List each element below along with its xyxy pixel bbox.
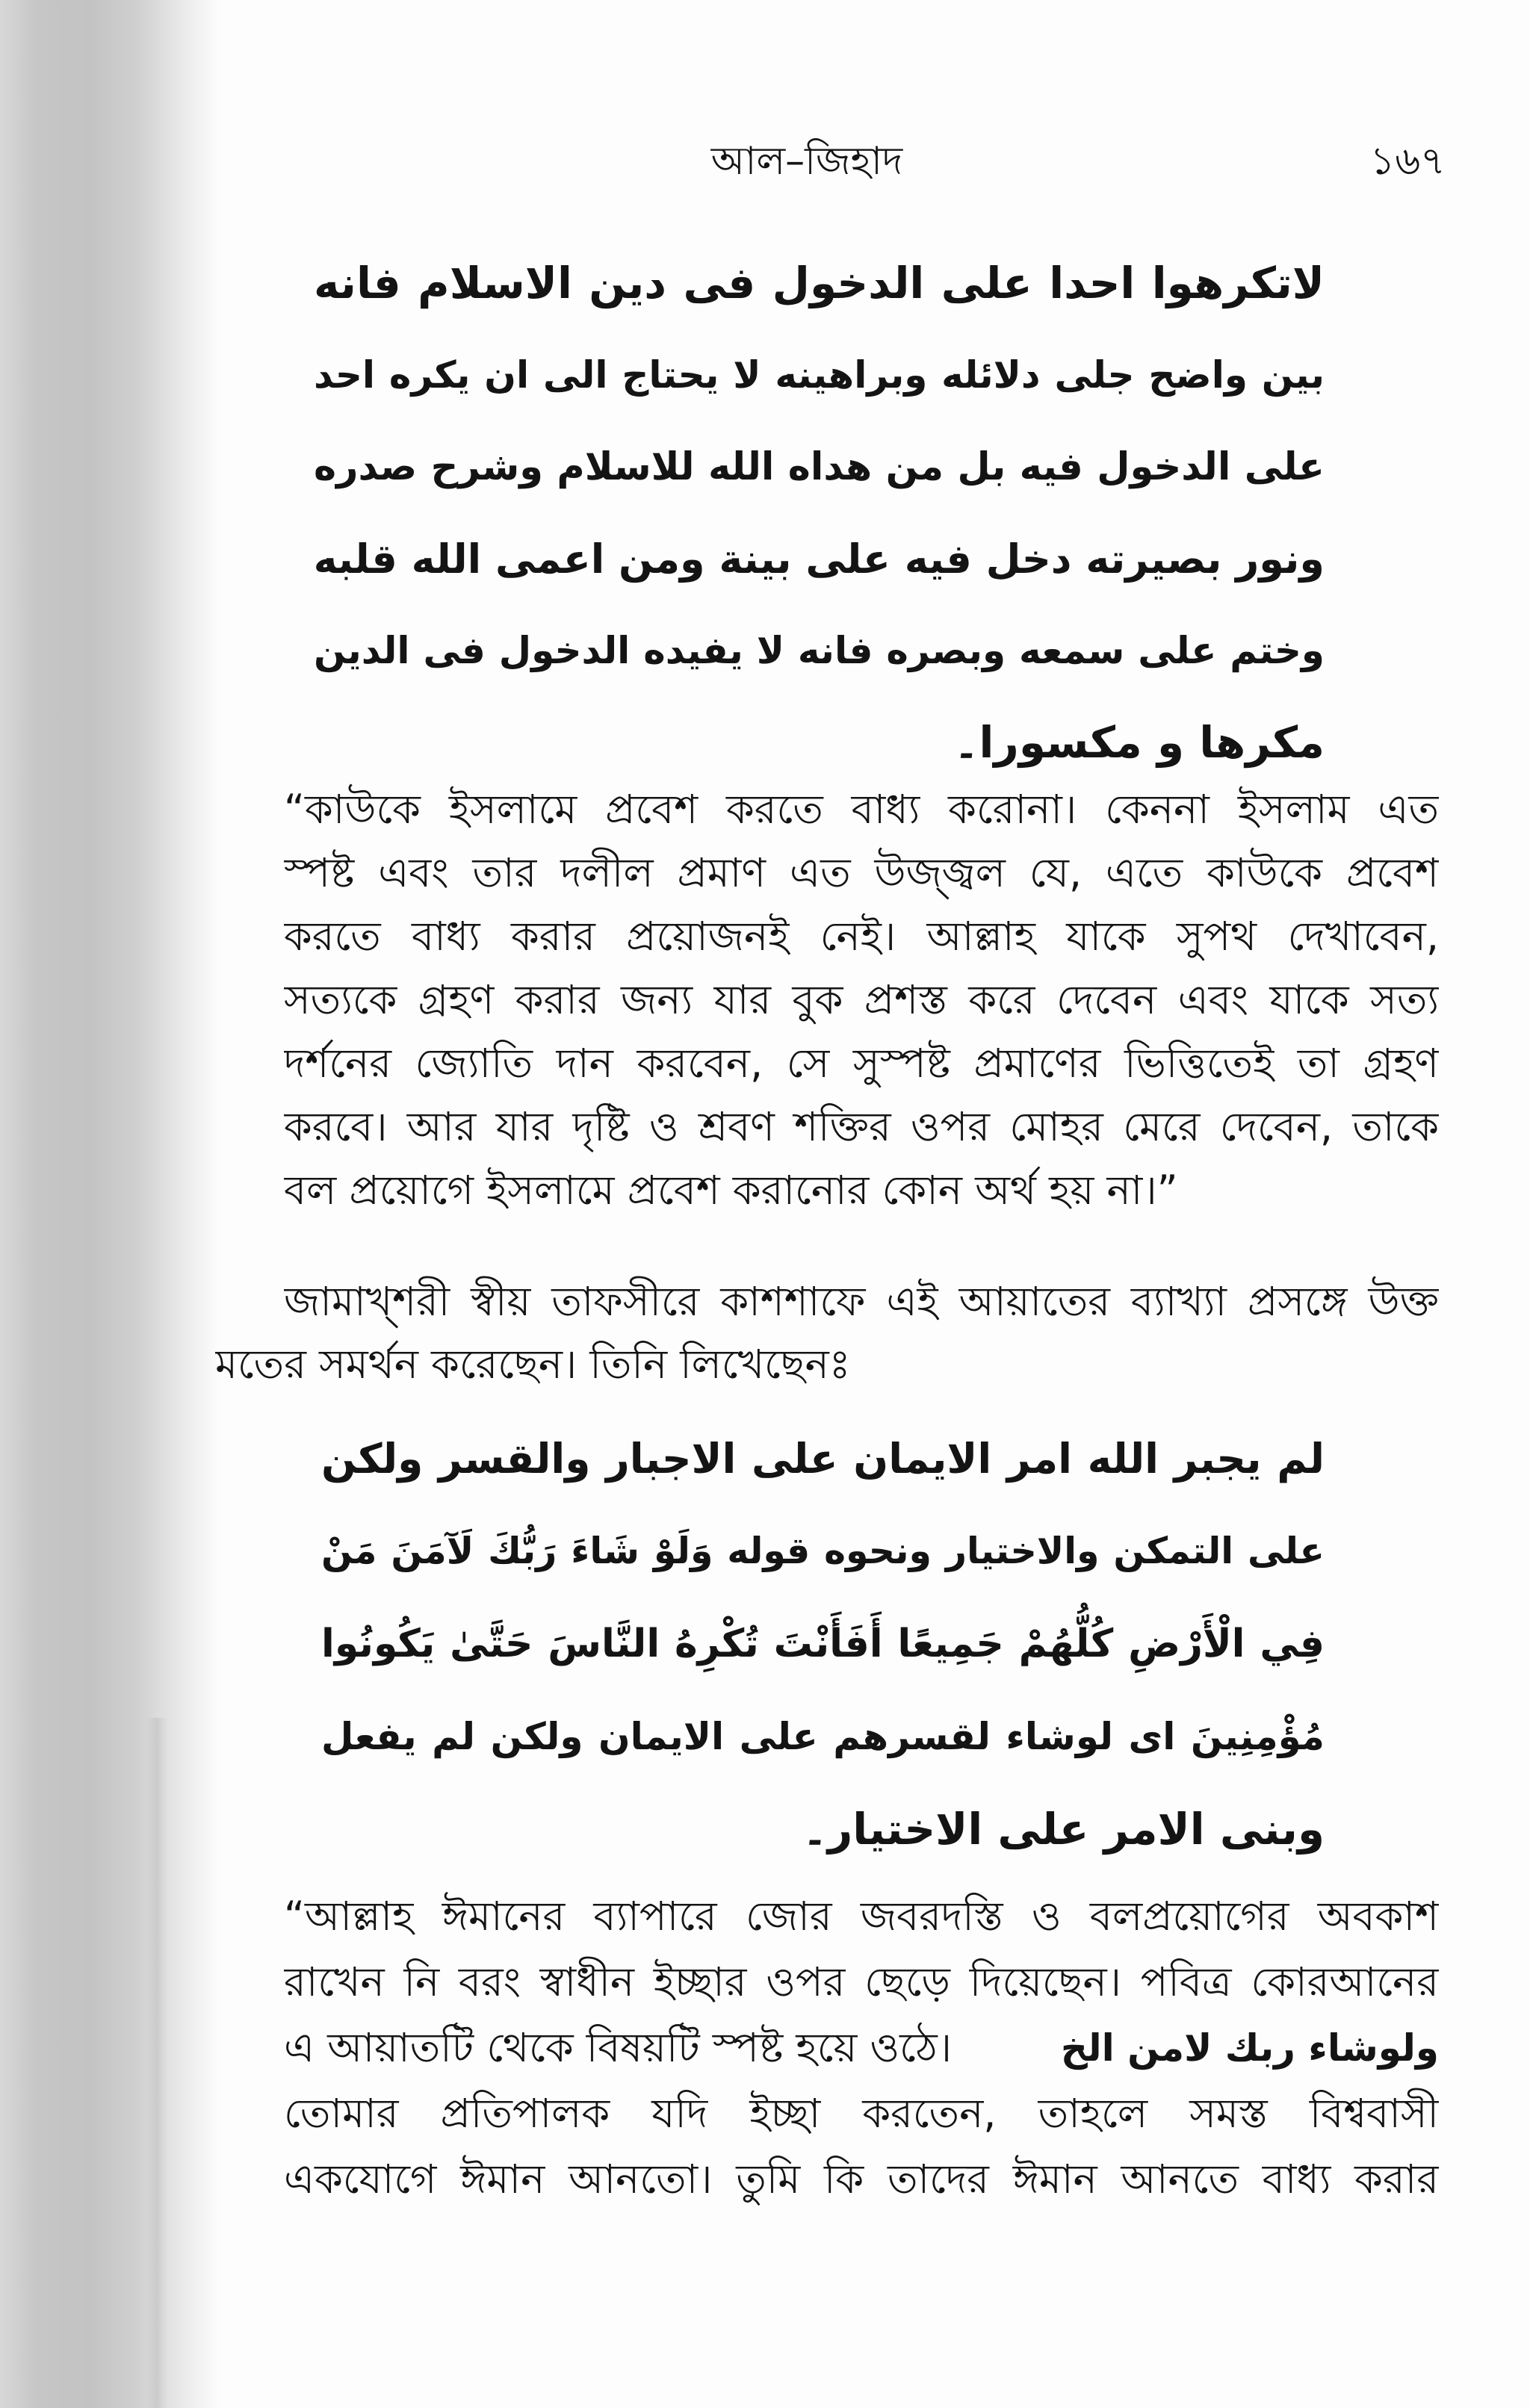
arabic-line: مكرها و مكسورا۔: [953, 717, 1325, 768]
text-line: জামাখ্‌শরী স্বীয় তাফসীরে কাশশাফে এই আয়াতের ব্যাখ্যা প্রসঙ্গে উক্ত: [284, 1278, 1439, 1325]
page-number: ১৬৭: [1369, 139, 1446, 184]
text-line-with-inline-arabic: [284, 2015, 1439, 2081]
text-line: করতে বাধ্য করার প্রয়োজনই নেই। আল্লাহ যাকে সুপথ দেখাবেন,: [284, 913, 1439, 960]
arabic-line: وختم على سمعه وبصره فانه لا يفيده الدخول فى الدين: [314, 629, 1325, 672]
arabic-quotation-block: [321, 1412, 1325, 1875]
text-line: “আল্লাহ ঈমানের ব্যাপারে জোর জবরদস্তি ও বলপ্রয়োগের অবকাশ: [284, 1893, 1439, 1940]
bengali-translation-block: [284, 1884, 1439, 2212]
text-line-segment: এ আয়াতটি থেকে বিষয়টি স্পষ্ট হয়ে ওঠে।: [284, 2024, 953, 2071]
text-line: তোমার প্রতিপালক যদি ইচ্ছা করতেন, তাহলে সমস্ত বিশ্ববাসী: [284, 2090, 1439, 2137]
arabic-quotation-block: [314, 238, 1325, 789]
text-line: রাখেন নি বরং স্বাধীন ইচ্ছার ওপর ছেড়ে দিয়েছেন। পবিত্র কোরআনের: [284, 1958, 1439, 2005]
text-line: স্পষ্ট এবং তার দলীল প্রমাণ এত উজ্জ্বল যে, এতে কাউকে প্রবেশ: [284, 849, 1439, 896]
page-fold-shadow: [146, 1718, 167, 2408]
text-line: করবে। আর যার দৃষ্টি ও শ্রবণ শক্তির ওপর মোহর মেরে দেবেন, তাকে: [284, 1103, 1439, 1150]
arabic-line: فِي الْأَرْضِ كُلُّهُمْ جَمِيعًا أَفَأَنْتَ تُكْرِهُ النَّاسَ حَتَّىٰ يَكُونُوا: [321, 1622, 1325, 1666]
arabic-line: ونور بصيرته دخل فيه على بينة ومن اعمى الله قلبه: [314, 536, 1325, 583]
arabic-line: مُؤْمِنِينَ اى لوشاء لقسرهم على الايمان ولكن لم يفعل: [321, 1715, 1325, 1758]
arabic-line: على التمكن والاختيار ونحوه قوله وَلَوْ شَاءَ رَبُّكَ لَآمَنَ مَنْ: [321, 1530, 1325, 1572]
text-line: মতের সমর্থন করেছেন। তিনি লিখেছেনঃ: [215, 1341, 851, 1388]
arabic-line: لم يجبر الله امر الايمان على الاجبار والقسر ولكن: [321, 1435, 1325, 1483]
text-line: বল প্রয়োগে ইসলামে প্রবেশ করানোর কোন অর্থ হয় না।”: [284, 1167, 1178, 1214]
arabic-line: على الدخول فيه بل من هداه الله للاسلام وشرح صدره: [314, 445, 1325, 489]
bengali-translation-block: [284, 778, 1439, 1222]
inline-arabic-verse: ولوشاء ربك لامن الخ: [1060, 2026, 1439, 2070]
arabic-line: بين واضح جلى دلائله وبراهينه لا يحتاج الى ان يكره احد: [314, 353, 1325, 397]
text-line: একযোগে ঈমান আনতো। তুমি কি তাদের ঈমান আনতে বাধ্য করার: [284, 2156, 1439, 2203]
arabic-line: لاتكرهوا احدا على الدخول فى دين الاسلام فانه: [314, 258, 1325, 308]
text-line: দর্শনের জ্যোতি দান করবেন, সে সুস্পষ্ট প্রমাণের ভিত্তিতেই তা গ্রহণ: [284, 1040, 1439, 1087]
text-line: সত্যকে গ্রহণ করার জন্য যার বুক প্রশস্ত করে দেবেন এবং যাকে সত্য: [284, 976, 1439, 1023]
text-line: “কাউকে ইসলামে প্রবেশ করতে বাধ্য করোনা। কেননা ইসলাম এত: [284, 786, 1439, 833]
running-title: আল–জিহাদ: [710, 139, 903, 184]
body-paragraph: [215, 1270, 1439, 1396]
arabic-line: وبنى الامر على الاختيار۔: [802, 1804, 1325, 1855]
binding-gutter-shadow: [0, 0, 224, 2408]
